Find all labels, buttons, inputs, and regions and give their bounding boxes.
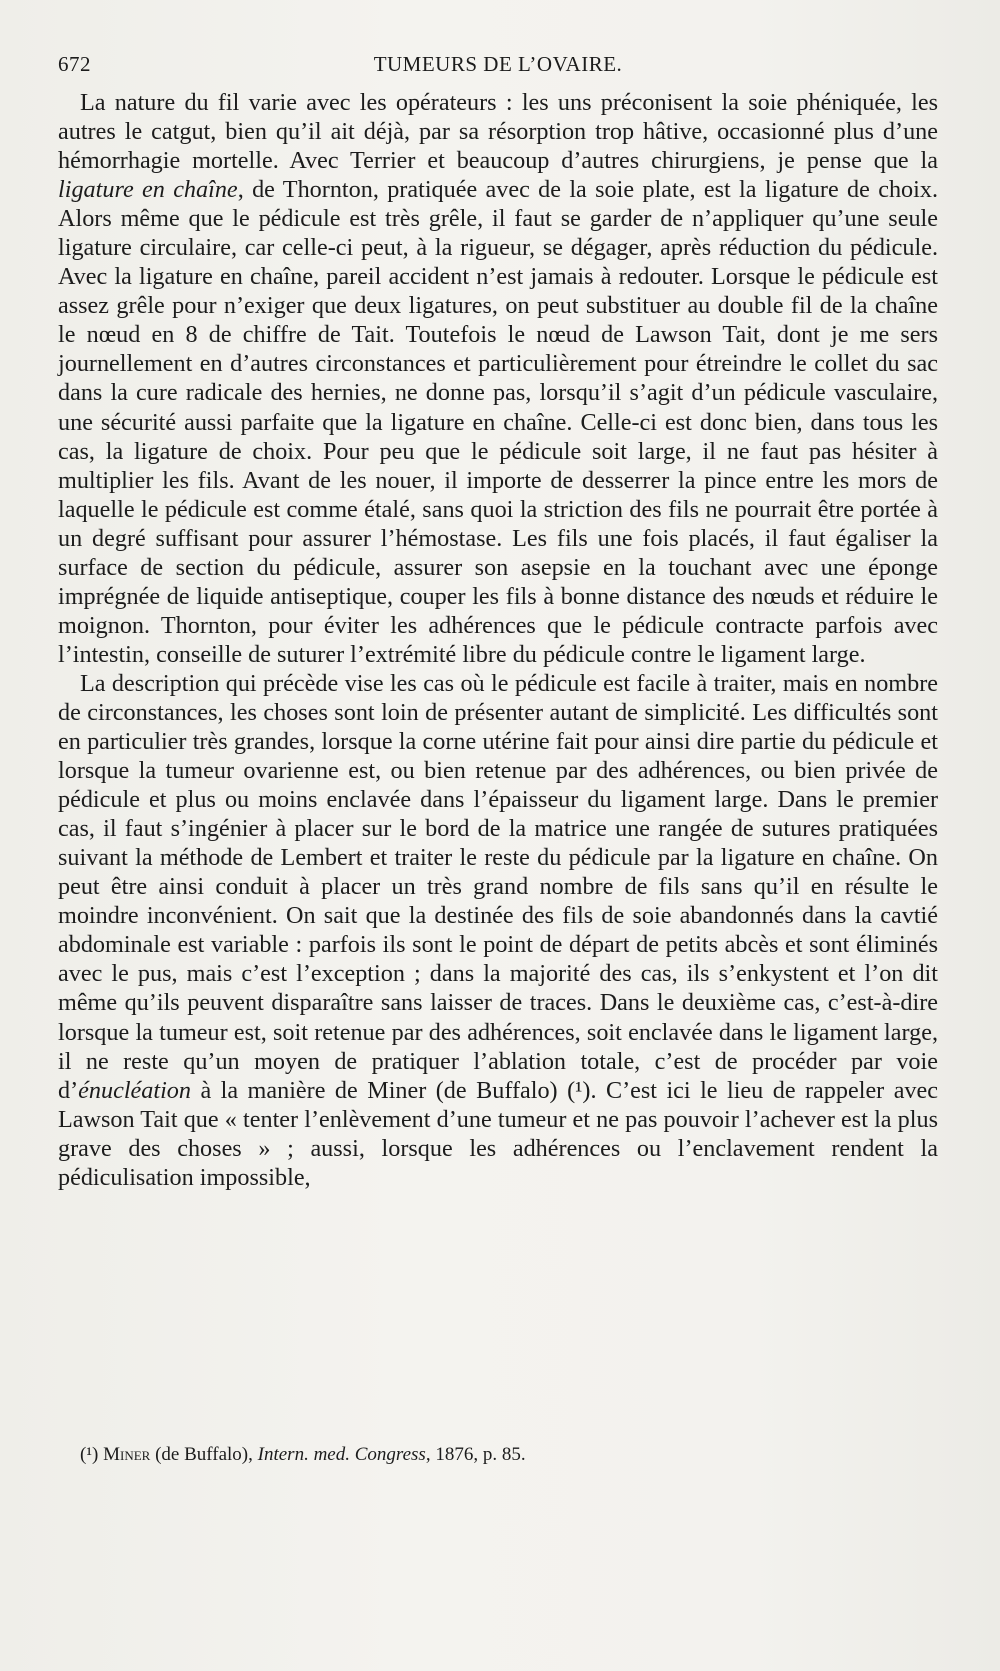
paragraph-1-italic-term: ligature en chaîne (58, 176, 238, 204)
body-text (58, 88, 938, 1192)
footnote-text-b: , 1876, p. 85. (425, 1444, 526, 1465)
running-title: TUMEURS DE L’OVAIRE. (373, 52, 623, 76)
paragraph-2-italic-term: énucléation (78, 1076, 191, 1104)
paragraph-1-text-b: , de Thornton, pratiquée avec de la soie plate, est la ligature de choix. Alors même que le pédicule est très grêle, il faut se garder de n’appliquer qu’une seule ligature circulaire, car celle-ci peut, à la rigueur, se dégager, après réduction du pédicule. Avec la ligature en chaîne, pareil accident n’est jamais à redouter. Lorsque le pédicule est assez grêle pour n’exiger que deux ligatures, on peut substituer au double fil de la chaîne le nœud en 8 de chiffre de Tait. Toutefois le nœud de Lawson Tait, dont je me sers journellement en d’autres circonstances et particulièrement pour étreindre le collet du sac dans la cure radicale des hernies, ne donne pas, lorsqu’il s’agit d’un pédicule vasculaire, une sécurité aussi parfaite que la ligature en chaîne. Celle-ci est donc bien, dans tous les cas, la ligature de choix. Pour peu que le pédicule soit large, il ne faut pas hésiter à multiplier les fils. Avant de les nouer, il importe de desserrer la pince entre les mors de laquelle le pédicule est comme étalé, sans quoi la striction des fils ne pourrait être portée à un degré suffisant pour assurer l’hémostase. Les fils une fois placés, il faut égaliser la surface de section du pédicule, assurer son asepsie en la touchant avec une éponge imprégnée de liquide antiseptique, couper les fils à bonne distance des nœuds et réduire le moignon. Thornton, pour éviter les adhérences que le pédicule contracte parfois avec l’intestin, conseille de suturer l’extrémité libre du pédicule contre le ligament large. (58, 176, 938, 668)
footnote-text-a: (de Buffalo), (150, 1444, 258, 1465)
paragraph-2-text-a: La description qui précède vise les cas où le pédicule est facile à traiter, mais en nombre de circonstances, les choses sont loin de présenter autant de simplicité. Les difficultés sont en particulier très grandes, lorsque la corne utérine fait pour ainsi dire partie du pédicule et lorsque la tumeur ovarienne est, ou bien retenue par des adhérences, ou bien privée de pédicule et plus ou moins enclavée dans l’épaisseur du ligament large. Dans le premier cas, il faut s’ingénier à placer sur le bord de la matrice une rangée de sutures pratiquées suivant la méthode de Lembert et traiter le reste du pédicule par la ligature en chaîne. On peut être ainsi conduit à placer un très grand nombre de fils sans qu’il en résulte le moindre inconvénient. On sait que la destinée des fils de soie abandonnés dans la cavtié abdominale est variable : parfois ils sont le point de départ de petits abcès et sont éliminés avec le pus, mais c’est l’exception ; dans la majorité des cas, ils s’enkystent et l’on dit même qu’ils peuvent disparaître sans laisser de traces. Dans le deuxième cas, c’est-à-dire lorsque la tumeur est, soit retenue par des adhérences, soit enclavée dans le ligament large, il ne reste qu’un moyen de pratiquer l’ablation totale, c’est de procéder par voie d’ (58, 669, 938, 1104)
paragraph-2 (58, 669, 938, 1192)
running-header (58, 52, 938, 82)
footnote-reference: (¹) (567, 1076, 591, 1104)
footnote (80, 1443, 940, 1467)
page-number: 672 (58, 52, 91, 76)
paragraph-2-text-c: . C’est ici le lieu de rappeler avec Lawson Tait que « tenter l’enlèvement d’une tumeur et ne pas pouvoir l’achever est la plus grave des choses » ; aussi, lorsque les adhérences ou l’enclavement rendent la pédiculisation impossible, (58, 1076, 938, 1191)
paragraph-2-text-b: à la manière de Miner (de Buffalo) (191, 1076, 568, 1104)
paragraph-1-text-a: La nature du fil varie avec les opérateurs : les uns préconisent la soie phéniquée, les autres le catgut, bien qu’il ait déjà, par sa résorption trop hâtive, occasionné plus d’une hémorrhagie mortelle. Avec Terrier et beaucoup d’autres chirurgiens, je pense que la (58, 89, 938, 175)
footnote-journal: Intern. med. Congress (257, 1444, 426, 1465)
footnote-author: Miner (103, 1444, 151, 1465)
footnote-mark: (¹) (80, 1444, 99, 1465)
paragraph-1 (58, 88, 938, 669)
